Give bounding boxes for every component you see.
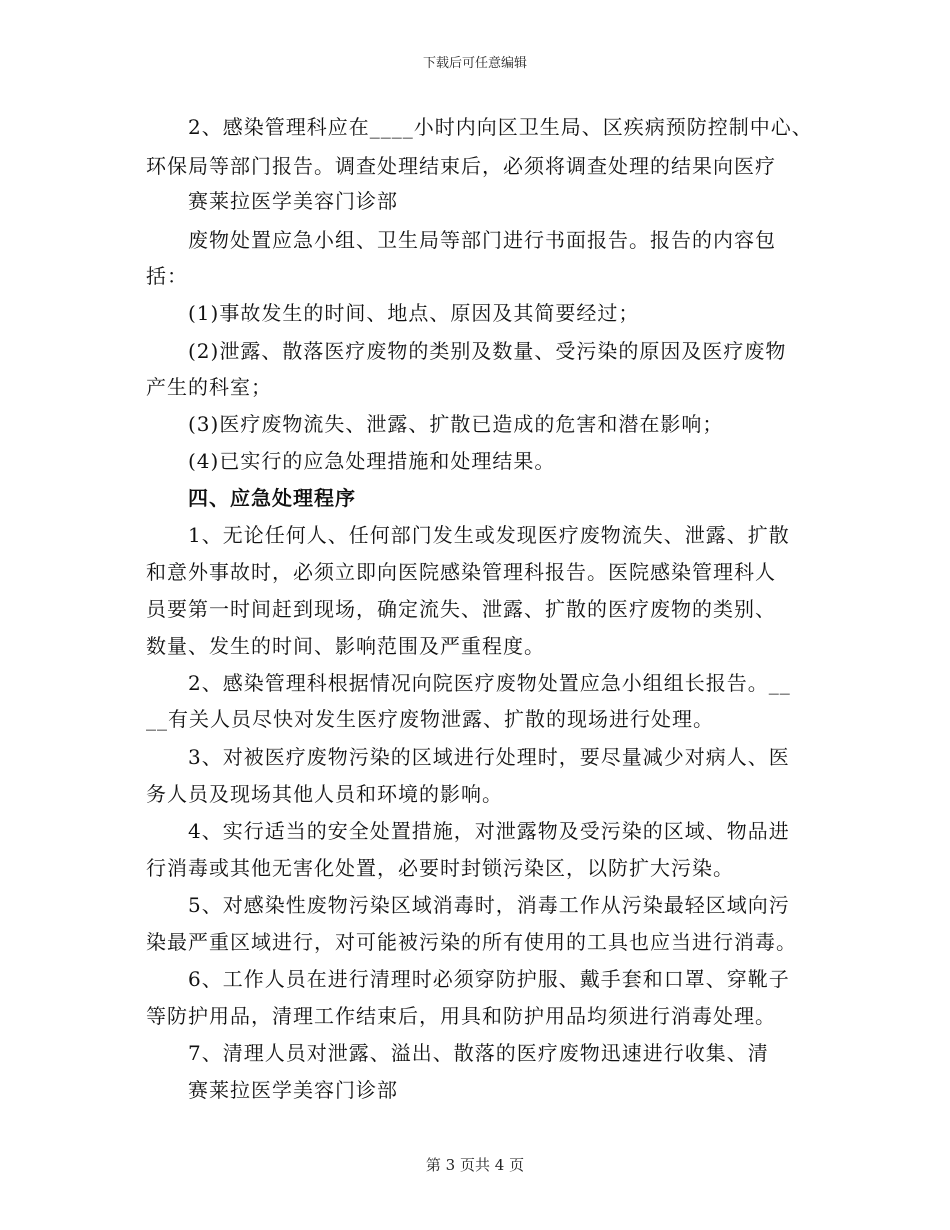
text-line: 染最严重区域进行，对可能被污染的所有使用的工具也应当进行消毒。 [146,930,797,954]
text-line: 废物处置应急小组、卫生局等部门进行书面报告。报告的内容包 [188,228,776,252]
text-line: 等防护用品，清理工作结束后，用具和防护用品均须进行消毒处理。 [146,1004,776,1028]
text-line: 赛莱拉医学美容门诊部 [188,189,398,213]
text-line: 1、无论任何人、任何部门发生或发现医疗废物流失、泄露、扩散 [188,523,790,547]
text-line: 和意外事故时，必须立即向医院感染管理科报告。医院感染管理科人 [146,560,776,584]
text-line: 5、对感染性废物污染区域消毒时，消毒工作从污染最轻区域向污 [188,893,790,917]
text-line: 3、对被医疗废物污染的区域进行处理时，要尽量减少对病人、医 [188,745,790,769]
text-line: (2)泄露、散落医疗废物的类别及数量、受污染的原因及医疗废物 [188,339,787,363]
text-line: 括： [146,264,188,288]
text-line: 产生的科室； [146,375,272,399]
text-line: 赛莱拉医学美容门诊部 [188,1078,398,1102]
text-line: 2、感染管理科根据情况向院医疗废物处置应急小组组长报告。__ [188,671,791,695]
text-line: 2、感染管理科应在____小时内向区卫生局、区疾病预防控制中心、 [188,115,813,139]
text-line: 务人员及现场其他人员和环境的影响。 [146,782,503,806]
text-line: __有关人员尽快对发生医疗废物泄露、扩散的现场进行处理。 [146,707,714,731]
section-heading: 四、应急处理程序 [188,486,356,510]
text-line: 数量、发生的时间、影响范围及严重程度。 [146,634,545,658]
text-line: 行消毒或其他无害化处置，必要时封锁污染区，以防扩大污染。 [146,856,734,880]
page-header: 下载后可任意编辑 [422,56,527,71]
text-line: (4)已实行的应急处理措施和处理结果。 [188,449,556,473]
text-line: (3)医疗废物流失、泄露、扩散已造成的危害和潜在影响； [188,412,724,436]
page-footer: 第 3 页共 4 页 [425,1156,525,1174]
text-line: 4、实行适当的安全处置措施，对泄露物及受污染的区域、物品进 [188,819,790,843]
text-line: (1)事故发生的时间、地点、原因及其简要经过； [188,301,640,325]
text-line: 环保局等部门报告。调查处理结束后，必须将调查处理的结果向医疗 [146,154,776,178]
text-line: 7、清理人员对泄露、溢出、散落的医疗废物迅速进行收集、清 [188,1041,769,1065]
text-line: 6、工作人员在进行清理时必须穿防护服、戴手套和口罩、穿靴子 [188,967,790,991]
text-line: 员要第一时间赶到现场，确定流失、泄露、扩散的医疗废物的类别、 [146,597,776,621]
